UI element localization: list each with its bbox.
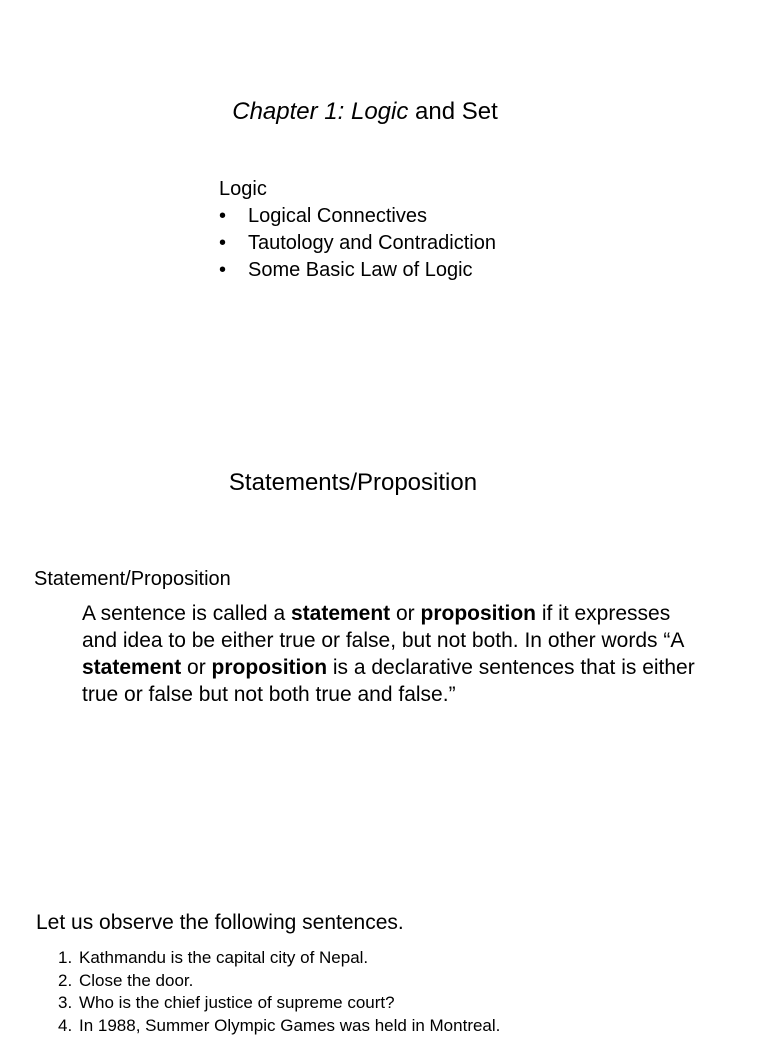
outline-item: • Logical Connectives: [219, 203, 496, 230]
definition-text: A sentence is called a: [82, 602, 291, 625]
outline-heading: Logic: [219, 176, 496, 203]
list-text: Close the door.: [79, 970, 193, 993]
observe-heading: Let us observe the following sentences.: [36, 909, 404, 937]
list-number: 3.: [58, 992, 79, 1015]
definition-text: if it expresses and idea to be either true or false, but not both. In other words “A: [82, 602, 683, 652]
outline-item: • Some Basic Law of Logic: [219, 257, 496, 284]
definition-term: statement: [291, 602, 390, 625]
definition-heading: Statement/Proposition: [34, 566, 231, 592]
definition-text: or: [181, 656, 211, 679]
definition-term: proposition: [421, 602, 536, 625]
outline-list: [219, 203, 496, 284]
list-item: [58, 1015, 500, 1037]
list-number: 2.: [58, 970, 79, 993]
list-number: 1.: [58, 947, 79, 970]
topic-outline: [219, 176, 496, 284]
definition-term: proposition: [212, 656, 327, 679]
definition-text: or: [390, 602, 420, 625]
list-item: [58, 970, 500, 993]
definition-text: is a declarative sentences that is either true or false but not both true and false.”: [82, 656, 695, 706]
list-number: 4.: [58, 1015, 79, 1037]
definition-paragraph: [82, 600, 702, 708]
list-item: [58, 947, 500, 970]
section-title: Statements/Proposition: [0, 467, 706, 499]
chapter-title: [0, 96, 730, 128]
list-item: [58, 992, 500, 1015]
chapter-title-italic: Chapter 1: Logic: [232, 98, 408, 125]
chapter-title-rest: and Set: [408, 98, 497, 125]
outline-item: • Tautology and Contradiction: [219, 230, 496, 257]
definition-term: statement: [82, 656, 181, 679]
list-text: Kathmandu is the capital city of Nepal.: [79, 947, 368, 970]
list-text: In 1988, Summer Olympic Games was held in Montreal.: [79, 1015, 500, 1037]
list-text: Who is the chief justice of supreme court?: [79, 992, 395, 1015]
